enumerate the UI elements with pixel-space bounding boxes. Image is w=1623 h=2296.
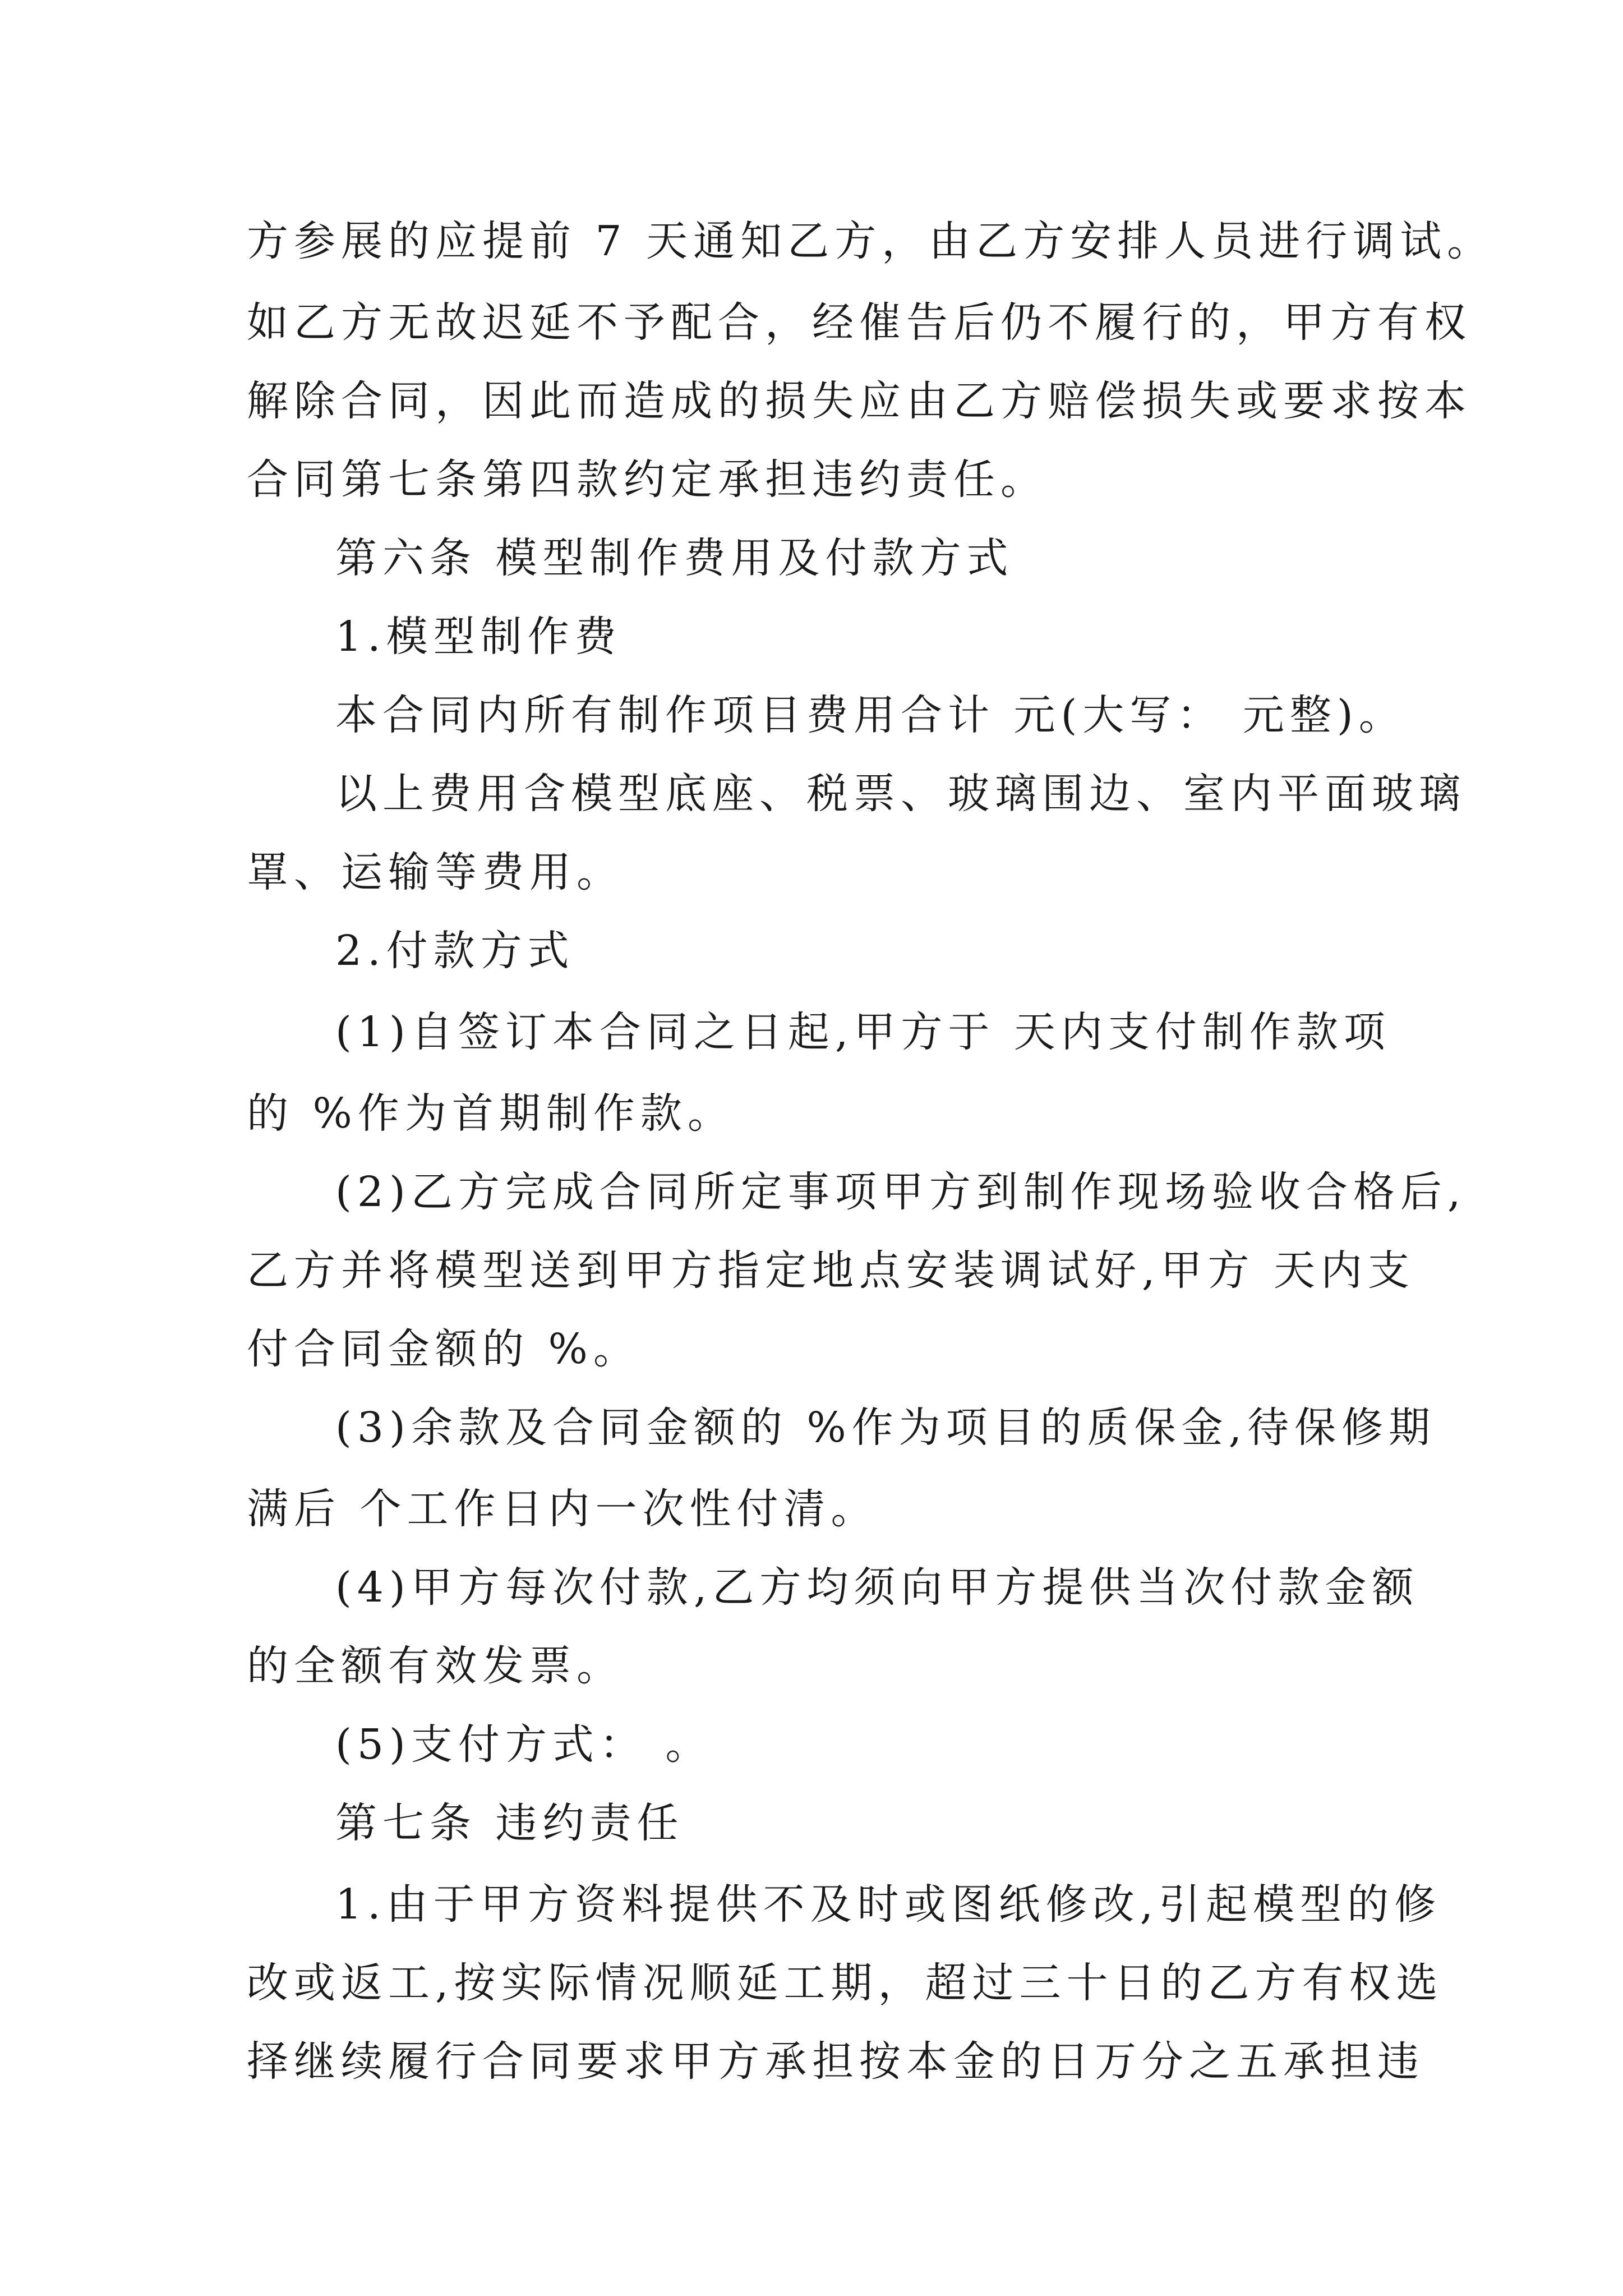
text-line: (4)甲方每次付款,乙方均须向甲方提供当次付款金额 — [335, 1563, 1419, 1612]
subsection-heading: 1.模型制作费 — [335, 613, 622, 661]
text-line: 的全额有效发票。 — [247, 1642, 624, 1690]
text-line: 满后 个工作日内一次性付清。 — [247, 1485, 878, 1533]
text-line: 如乙方无故迟延不予配合，经催告后仍不履行的，甲方有权 — [247, 298, 1472, 347]
section-heading: 第七条 违约责任 — [335, 1799, 684, 1847]
text-line: (5)支付方式： 。 — [335, 1720, 713, 1769]
text-line: 罩、运输等费用。 — [247, 848, 624, 896]
text-line: 择继续履行合同要求甲方承担按本金的日万分之五承担违 — [247, 2037, 1424, 2086]
subsection-heading: 2.付款方式 — [335, 927, 575, 975]
text-line: (3)余款及合同金额的 %作为项目的质保金,待保修期 — [335, 1404, 1436, 1452]
text-line: 本合同内所有制作项目费用合计 元(大写： 元整)。 — [335, 691, 1406, 739]
section-heading: 第六条 模型制作费用及付款方式 — [335, 534, 1014, 582]
text-line: (2)乙方完成合同所定事项甲方到制作现场验收合格后, — [335, 1168, 1467, 1216]
text-line: 1.由于甲方资料提供不及时或图纸修改,引起模型的修 — [335, 1880, 1442, 1929]
text-line: 乙方并将模型送到甲方指定地点安装调试好,甲方 天内支 — [247, 1246, 1415, 1295]
text-line: 的 %作为首期制作款。 — [247, 1089, 735, 1138]
text-line: 付合同金额的 %。 — [247, 1325, 640, 1373]
text-line: 合同第七条第四款约定承担违约责任。 — [247, 455, 1048, 504]
text-line: 解除合同，因此而造成的损失应由乙方赔偿损失或要求按本 — [247, 377, 1472, 425]
text-line: 方参展的应提前 7 天通知乙方，由乙方安排人员进行调试。 — [247, 217, 1495, 265]
text-line: 改或返工,按实际情况顺延工期，超过三十日的乙方有权选 — [247, 1959, 1444, 2007]
text-line: (1)自签订本合同之日起,甲方于 天内支付制作款项 — [335, 1008, 1391, 1056]
text-line: 以上费用含模型底座、税票、玻璃围边、室内平面玻璃 — [335, 770, 1466, 818]
